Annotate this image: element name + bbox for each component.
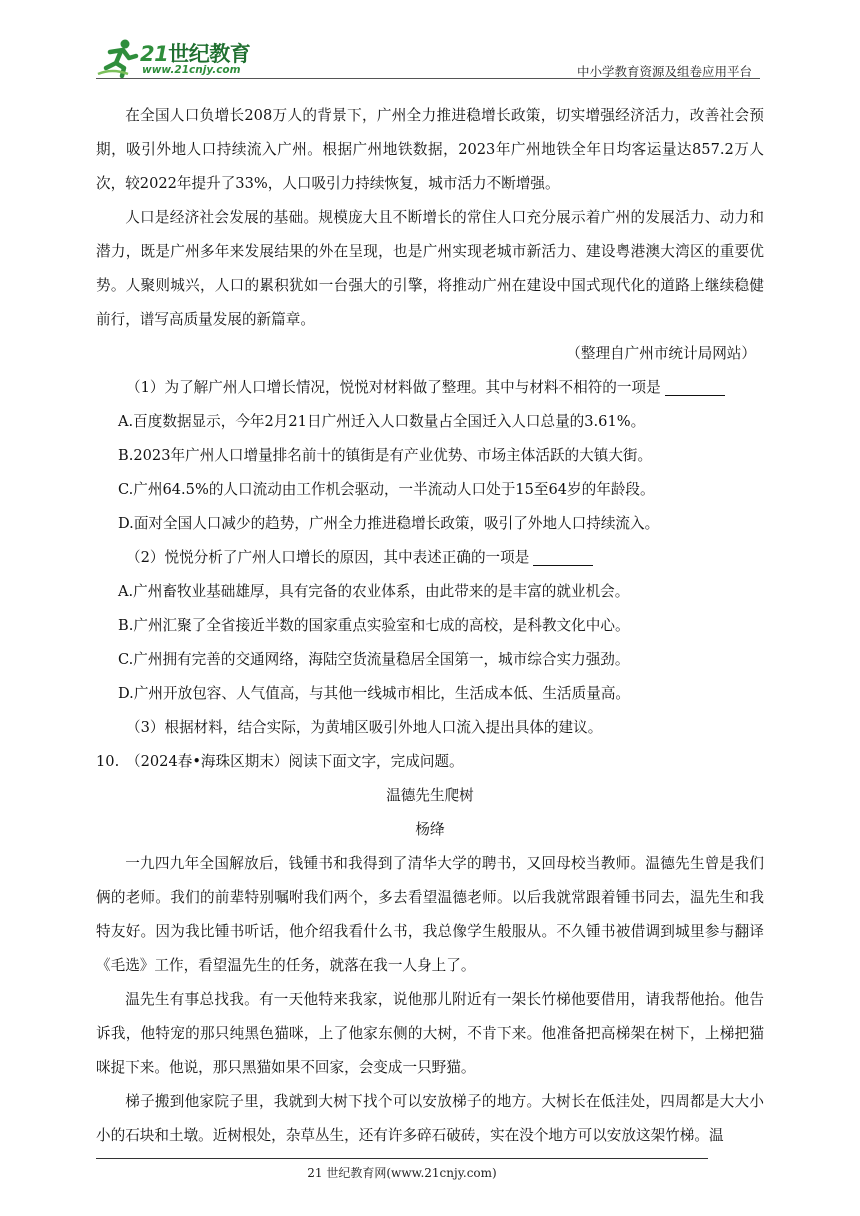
option-b: B.2023年广州人口增量排名前十的镇街是有产业优势、市场主体活跃的大镇大街。 <box>118 447 653 464</box>
site-logo <box>96 34 266 80</box>
header-divider <box>96 78 760 79</box>
question-text: （1）为了解广州人口增长情况，悦悦对材料做了整理。其中与材料不相符的一项是 <box>126 379 661 396</box>
article-title: 温德先生爬树 <box>386 787 474 804</box>
logo-url: www.21cnjy.com <box>142 64 241 76</box>
question-1 <box>96 371 764 405</box>
answer-blank <box>665 379 725 396</box>
question-3: （3）根据材料，结合实际，为黄埔区吸引外地人口流入提出具体的建议。 <box>126 719 603 736</box>
article-paragraph: 温先生有事总找我。有一天他特来我家，说他那儿附近有一架长竹梯他要借用，请我帮他抬。他告诉我，他特宠的那只纯黑色猫咪，上了他家东侧的大树，不肯下来。他准备把高梯架在树下，上梯把猫咪捉下来。他说，那只黑猫如果不回家，会变成一只野猫。 <box>96 991 764 1076</box>
page-footer: 21 世纪教育网(www.21cnjy.com) <box>307 1166 497 1180</box>
platform-name: 中小学教育资源及组卷应用平台 <box>576 64 752 79</box>
question-text: （2024春•海珠区期末）阅读下面文字，完成问题。 <box>126 753 464 770</box>
document-body <box>96 99 764 1153</box>
option-a: A.百度数据显示，今年2月21日广州迁入人口数量占全国迁入人口总量的3.61%。 <box>118 413 646 430</box>
logo-title: 21世纪教育 <box>140 42 251 66</box>
article-paragraph: 梯子搬到他家院子里，我就到大树下找个可以安放梯子的地方。大树长在低洼处，四周都是大大小小的石块和土墩。近树根处，杂草丛生，还有许多碎石破砖，实在没个地方可以安放这架竹梯。温 <box>96 1093 764 1144</box>
option-c: C.广州拥有完善的交通网络，海陆空货流量稳居全国第一，城市综合实力强劲。 <box>118 651 630 668</box>
question-2 <box>96 541 764 575</box>
running-figure-logo-icon <box>96 38 140 78</box>
article-paragraph: 一九四九年全国解放后，钱锺书和我得到了清华大学的聘书，又回母校当教师。温德先生曾是我们俩的老师。我们的前辈特别嘱咐我们两个，多去看望温德老师。以后我就常跟着锺书同去，温先生和我特友好。因为我比锺书听话，他介绍我看什么书，我总像学生般服从。不久锺书被借调到城里参与翻译《毛选》工作，看望温先生的任务，就落在我一人身上了。 <box>96 855 764 974</box>
page-header <box>96 34 760 82</box>
paragraph: 在全国人口负增长208万人的背景下，广州全力推进稳增长政策，切实增强经济活力，改善社会预期，吸引外地人口持续流入广州。根据广州地铁数据，2023年广州地铁全年日均客运量达857.2万人次，较2022年提升了33%，人口吸引力持续恢复，城市活力不断增强。 <box>96 107 764 192</box>
option-d: D.面对全国人口减少的趋势，广州全力推进稳增长政策，吸引了外地人口持续流入。 <box>118 515 660 532</box>
option-d: D.广州开放包容、人气值高，与其他一线城市相比，生活成本低、生活质量高。 <box>118 685 631 702</box>
option-c: C.广州64.5%的人口流动由工作机会驱动，一半流动人口处于15至64岁的年龄段。 <box>118 481 655 498</box>
question-text: （2）悦悦分析了广州人口增长的原因，其中表述正确的一项是 <box>126 549 530 566</box>
paragraph: 人口是经济社会发展的基础。规模庞大且不断增长的常住人口充分展示着广州的发展活力、动力和潜力，既是广州多年来发展结果的外在呈现，也是广州实现老城市新活力、建设粤港澳大湾区的重要优势。人聚则城兴，人口的累积犹如一台强大的引擎，将推动广州在建设中国式现代化的道路上继续稳健前行，谱写高质量发展的新篇章。 <box>96 209 764 328</box>
option-a: A.广州畜牧业基础雄厚，具有完备的农业体系，由此带来的是丰富的就业机会。 <box>118 583 630 600</box>
footer-divider <box>96 1158 708 1159</box>
question-number: 10. <box>96 753 120 770</box>
answer-blank <box>533 549 593 566</box>
question-10 <box>96 745 764 779</box>
article-author: 杨绛 <box>415 821 445 838</box>
option-b: B.广州汇聚了全省接近半数的国家重点实验室和七成的高校，是科教文化中心。 <box>118 617 630 634</box>
source-note: （整理自广州市统计局网站） <box>566 345 756 362</box>
